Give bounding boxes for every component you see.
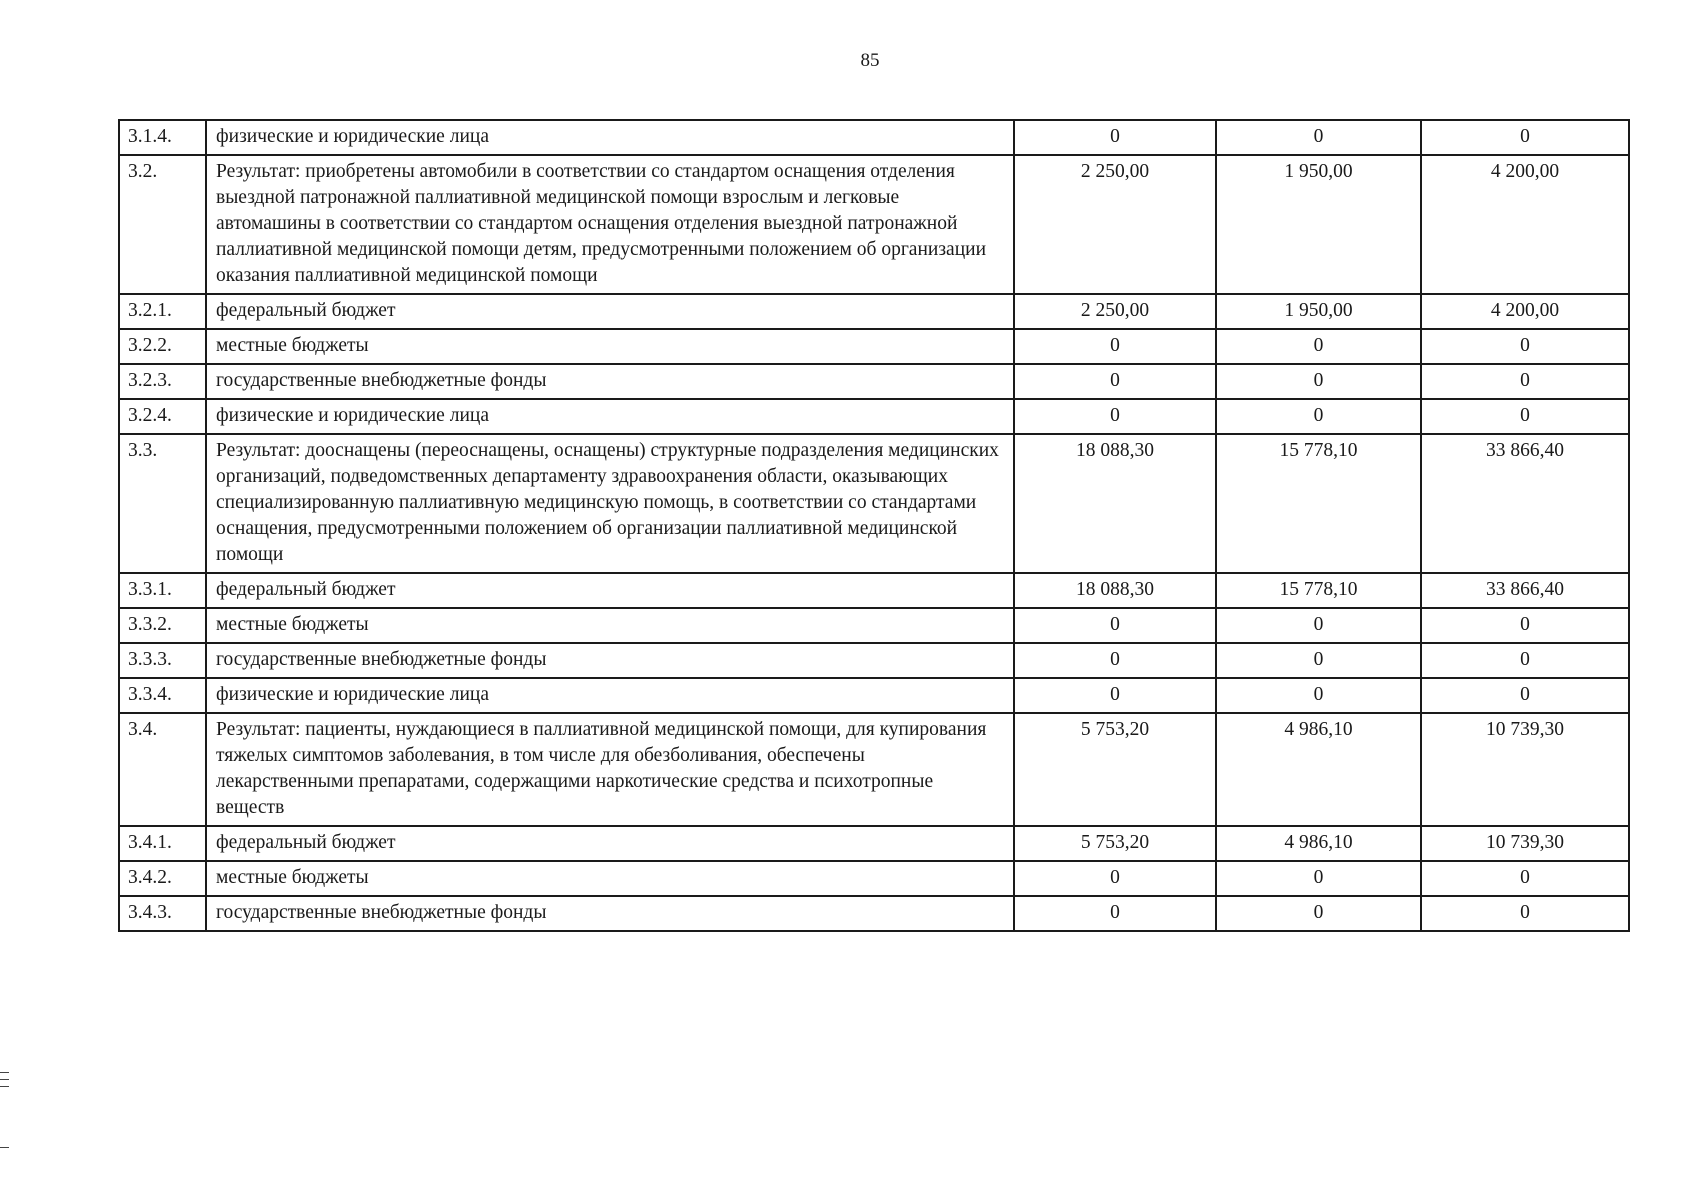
row-description-cell: местные бюджеты bbox=[206, 329, 1014, 364]
value-cell-2: 0 bbox=[1216, 399, 1421, 434]
margin-marks bbox=[0, 1072, 10, 1154]
value-cell-1: 0 bbox=[1014, 643, 1216, 678]
row-description-cell: федеральный бюджет bbox=[206, 826, 1014, 861]
table-row bbox=[119, 573, 1629, 608]
table-row bbox=[119, 329, 1629, 364]
row-number-cell: 3.2.3. bbox=[119, 364, 206, 399]
value-cell-1: 0 bbox=[1014, 399, 1216, 434]
row-number-cell: 3.3.1. bbox=[119, 573, 206, 608]
value-cell-2: 0 bbox=[1216, 678, 1421, 713]
value-cell-2: 15 778,10 bbox=[1216, 434, 1421, 573]
value-cell-1: 0 bbox=[1014, 364, 1216, 399]
row-number-cell: 3.4. bbox=[119, 713, 206, 826]
value-cell-1: 0 bbox=[1014, 120, 1216, 155]
row-number-cell: 3.3.3. bbox=[119, 643, 206, 678]
row-number-cell: 3.3.2. bbox=[119, 608, 206, 643]
value-cell-1: 0 bbox=[1014, 608, 1216, 643]
value-cell-2: 0 bbox=[1216, 364, 1421, 399]
value-cell-2: 1 950,00 bbox=[1216, 155, 1421, 294]
table-row bbox=[119, 399, 1629, 434]
value-cell-3: 0 bbox=[1421, 643, 1629, 678]
table-body bbox=[119, 120, 1629, 931]
table-row bbox=[119, 826, 1629, 861]
value-cell-3: 0 bbox=[1421, 861, 1629, 896]
row-description-cell: физические и юридические лица bbox=[206, 399, 1014, 434]
value-cell-3: 4 200,00 bbox=[1421, 155, 1629, 294]
row-number-cell: 3.1.4. bbox=[119, 120, 206, 155]
table-row bbox=[119, 155, 1629, 294]
value-cell-1: 0 bbox=[1014, 678, 1216, 713]
table-row bbox=[119, 294, 1629, 329]
value-cell-2: 0 bbox=[1216, 896, 1421, 931]
row-description-cell: Результат: дооснащены (переоснащены, оснащены) структурные подразделения медицинских организаций, подведомственных департаменту здравоохранения области, оказывающих специализированную паллиативную медицинскую помощь, в соответствии со стандартами оснащения, предусмотренными положением об организации паллиативной медицинской помощи bbox=[206, 434, 1014, 573]
value-cell-3: 0 bbox=[1421, 120, 1629, 155]
row-description-cell: федеральный бюджет bbox=[206, 573, 1014, 608]
value-cell-1: 5 753,20 bbox=[1014, 713, 1216, 826]
row-number-cell: 3.4.1. bbox=[119, 826, 206, 861]
table-row bbox=[119, 120, 1629, 155]
value-cell-3: 0 bbox=[1421, 678, 1629, 713]
value-cell-2: 0 bbox=[1216, 120, 1421, 155]
value-cell-3: 10 739,30 bbox=[1421, 713, 1629, 826]
value-cell-3: 10 739,30 bbox=[1421, 826, 1629, 861]
value-cell-1: 5 753,20 bbox=[1014, 826, 1216, 861]
row-number-cell: 3.4.2. bbox=[119, 861, 206, 896]
row-number-cell: 3.2.4. bbox=[119, 399, 206, 434]
row-description-cell: государственные внебюджетные фонды bbox=[206, 896, 1014, 931]
table-row bbox=[119, 713, 1629, 826]
value-cell-2: 4 986,10 bbox=[1216, 826, 1421, 861]
value-cell-1: 0 bbox=[1014, 896, 1216, 931]
row-description-cell: физические и юридические лица bbox=[206, 120, 1014, 155]
row-description-cell: государственные внебюджетные фонды bbox=[206, 643, 1014, 678]
row-description-cell: местные бюджеты bbox=[206, 861, 1014, 896]
table-row bbox=[119, 896, 1629, 931]
value-cell-2: 0 bbox=[1216, 861, 1421, 896]
value-cell-3: 33 866,40 bbox=[1421, 434, 1629, 573]
row-description-cell: физические и юридические лица bbox=[206, 678, 1014, 713]
row-number-cell: 3.2. bbox=[119, 155, 206, 294]
value-cell-3: 4 200,00 bbox=[1421, 294, 1629, 329]
value-cell-2: 4 986,10 bbox=[1216, 713, 1421, 826]
value-cell-3: 33 866,40 bbox=[1421, 573, 1629, 608]
value-cell-3: 0 bbox=[1421, 896, 1629, 931]
value-cell-1: 0 bbox=[1014, 861, 1216, 896]
value-cell-3: 0 bbox=[1421, 399, 1629, 434]
value-cell-3: 0 bbox=[1421, 329, 1629, 364]
value-cell-3: 0 bbox=[1421, 608, 1629, 643]
row-number-cell: 3.2.2. bbox=[119, 329, 206, 364]
value-cell-2: 15 778,10 bbox=[1216, 573, 1421, 608]
row-description-cell: местные бюджеты bbox=[206, 608, 1014, 643]
row-description-cell: государственные внебюджетные фонды bbox=[206, 364, 1014, 399]
value-cell-3: 0 bbox=[1421, 364, 1629, 399]
row-number-cell: 3.3. bbox=[119, 434, 206, 573]
row-description-cell: Результат: приобретены автомобили в соответствии со стандартом оснащения отделения выездной патронажной паллиативной медицинской помощи взрослым и легковые автомашины в соответствии со стандартом оснащения отделения выездной патронажной паллиативной медицинской помощи детям, предусмотренными положением об организации оказания паллиативной медицинской помощи bbox=[206, 155, 1014, 294]
budget-table bbox=[118, 119, 1630, 932]
table-row bbox=[119, 364, 1629, 399]
row-number-cell: 3.4.3. bbox=[119, 896, 206, 931]
row-number-cell: 3.3.4. bbox=[119, 678, 206, 713]
value-cell-1: 2 250,00 bbox=[1014, 155, 1216, 294]
page-number: 85 bbox=[860, 50, 880, 71]
value-cell-2: 0 bbox=[1216, 608, 1421, 643]
value-cell-2: 0 bbox=[1216, 643, 1421, 678]
value-cell-1: 0 bbox=[1014, 329, 1216, 364]
table-row bbox=[119, 678, 1629, 713]
table-row bbox=[119, 861, 1629, 896]
table-row bbox=[119, 643, 1629, 678]
value-cell-2: 1 950,00 bbox=[1216, 294, 1421, 329]
value-cell-1: 18 088,30 bbox=[1014, 434, 1216, 573]
value-cell-2: 0 bbox=[1216, 329, 1421, 364]
value-cell-1: 18 088,30 bbox=[1014, 573, 1216, 608]
value-cell-1: 2 250,00 bbox=[1014, 294, 1216, 329]
table-row bbox=[119, 608, 1629, 643]
table-row bbox=[119, 434, 1629, 573]
row-number-cell: 3.2.1. bbox=[119, 294, 206, 329]
row-description-cell: Результат: пациенты, нуждающиеся в паллиативной медицинской помощи, для купирования тяжелых симптомов заболевания, в том числе для обезболивания, обеспечены лекарственными препаратами, содержащими наркотические средства и психотропные веществ bbox=[206, 713, 1014, 826]
row-description-cell: федеральный бюджет bbox=[206, 294, 1014, 329]
